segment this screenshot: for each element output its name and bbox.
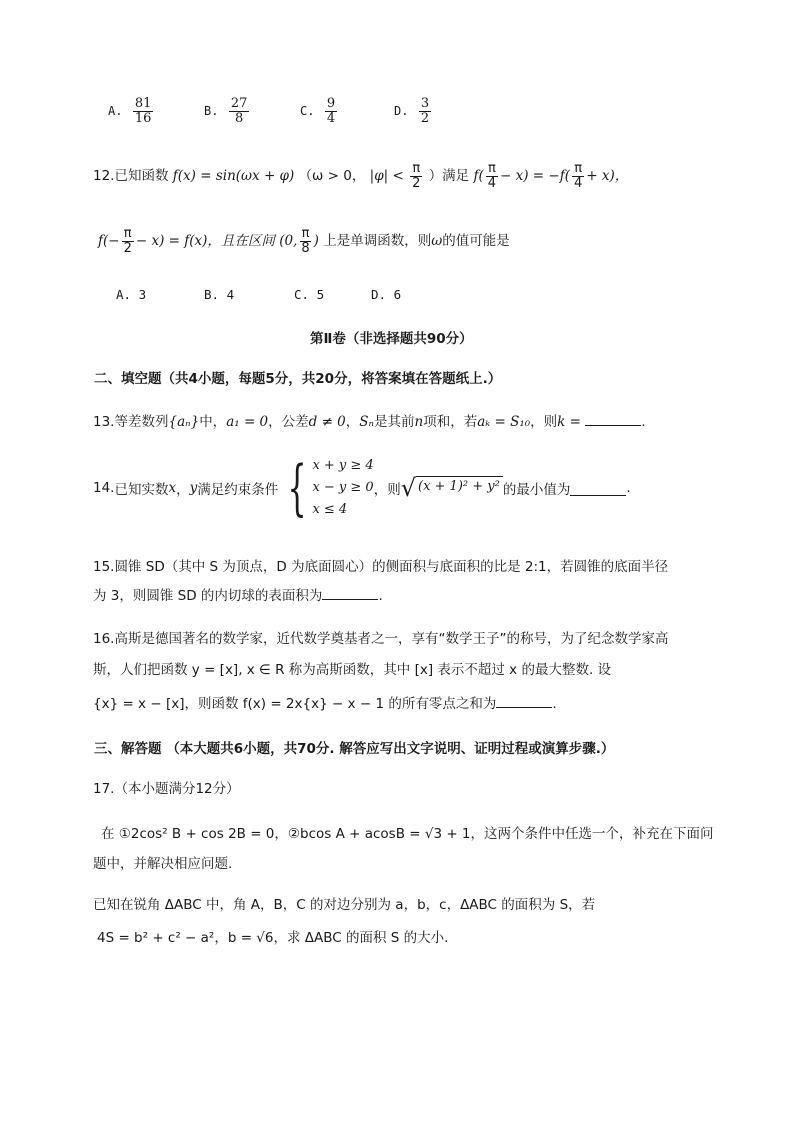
fraction: $\frac{\pi}{4}$ — [487, 161, 497, 191]
square-root: √ (x + 1)² + y² — [401, 476, 503, 500]
fraction: $\frac{\pi}{2}$ — [412, 161, 421, 191]
q16-line-1: 16.高斯是德国著名的数学家，近代数学奠基者之一，享有“数学王子”的称号，为了纪念数学家高 — [93, 631, 669, 647]
q15-line-2: 为 3，则圆锥 SD 的内切球的表面积为 . — [93, 584, 383, 604]
q12-option-b: B. 4 — [204, 287, 235, 302]
part-title: 第Ⅱ卷（非选择题共90分） — [310, 331, 473, 347]
brace-symbol: { — [287, 453, 307, 523]
fraction: $\frac{27}{8}$ — [230, 96, 248, 126]
answer-blank — [322, 585, 378, 600]
q17-line-2: 题中，并解决相应问题. — [93, 856, 233, 872]
q15-line-1: 15.圆锥 SD（其中 S 为顶点，D 为底面圆心）的侧面积与底面积的比是 2:1，若圆锥的底面半径 — [93, 559, 669, 575]
section-2-title: 二、填空题（共4小题，每题5分，共20分，将答案填在答题纸上.） — [94, 371, 502, 387]
q17-header: 17.（本小题满分12分） — [93, 781, 240, 797]
fraction: $\frac{\pi}{2}$ — [123, 226, 132, 256]
answer-blank — [496, 693, 552, 708]
fraction: $\frac{3}{2}$ — [420, 96, 430, 126]
fraction: $\frac{\pi}{4}$ — [573, 161, 583, 191]
q14: 14. 已知实数 x ， y 满足约束条件 { x + y ≥ 4 x − y ≥ 0 x ≤ 4 ，则 √ (x + 1)² + y² 的最小值为 . — [93, 453, 631, 523]
answer-blank — [570, 481, 626, 496]
q12-line-2: f(− $\frac{\pi}{2}$ − x) = f(x)，且在区间 (0, $\frac{\pi}{8}$ ) 上是单调函数，则ω的值可能是 — [98, 226, 510, 256]
q12-option-d: D. 6 — [371, 287, 402, 302]
q11-option-d: D. $\frac{3}{2}$ — [394, 96, 430, 126]
q17-line-3: 已知在锐角 ΔABC 中，角 A，B，C 的对边分别为 a，b，c，ΔABC 的面积为 S，若 — [93, 897, 596, 913]
constraint-system: { x + y ≥ 4 x − y ≥ 0 x ≤ 4 — [287, 453, 374, 523]
q13: 13.等差数列{aₙ}中，a₁ = 0，公差d ≠ 0，Sₙ是其前n项和，若aₖ = S₁₀，则k = . — [93, 410, 646, 430]
fraction: $\frac{9}{4}$ — [326, 96, 336, 126]
q12-line-1: 12.已知函数 f(x) = sin(ωx + φ) （ω > 0， |φ| < $\frac{\pi}{2}$ ）满足 f( $\frac{\pi}{4}$ − x) = −f( $\frac{\pi}{4}$ + x)， — [93, 161, 629, 191]
fraction: $\frac{81}{16}$ — [134, 96, 152, 126]
q11-option-c: C. $\frac{9}{4}$ — [300, 96, 336, 126]
q17-line-4: 4S = b² + c² − a²，b = √6，求 ΔABC 的面积 S 的大小. — [97, 930, 449, 946]
q11-option-b: B. $\frac{27}{8}$ — [204, 96, 248, 126]
q12-option-c: C. 5 — [294, 287, 325, 302]
section-3-title: 三、解答题 （本大题共6小题，共70分. 解答应写出文字说明、证明过程或演算步骤.） — [94, 741, 615, 757]
answer-blank — [585, 411, 641, 426]
q16-line-3: {x} = x − [x]，则函数 f(x) = 2x{x} − x − 1 的所有零点之和为 . — [93, 692, 557, 712]
q16-line-2: 斯，人们把函数 y = [x], x ∈ R 称为高斯函数，其中 [x] 表示不超过 x 的最大整数. 设 — [93, 662, 612, 678]
q17-line-1: 在 ①2cos² B + cos 2B = 0，②bcos A + acosB = √3 + 1，这两个条件中任选一个，补充在下面问 — [101, 826, 714, 842]
q11-option-a: A. $\frac{81}{16}$ — [108, 96, 152, 126]
fraction: $\frac{\pi}{8}$ — [301, 226, 310, 256]
q12-option-a: A. 3 — [116, 287, 147, 302]
